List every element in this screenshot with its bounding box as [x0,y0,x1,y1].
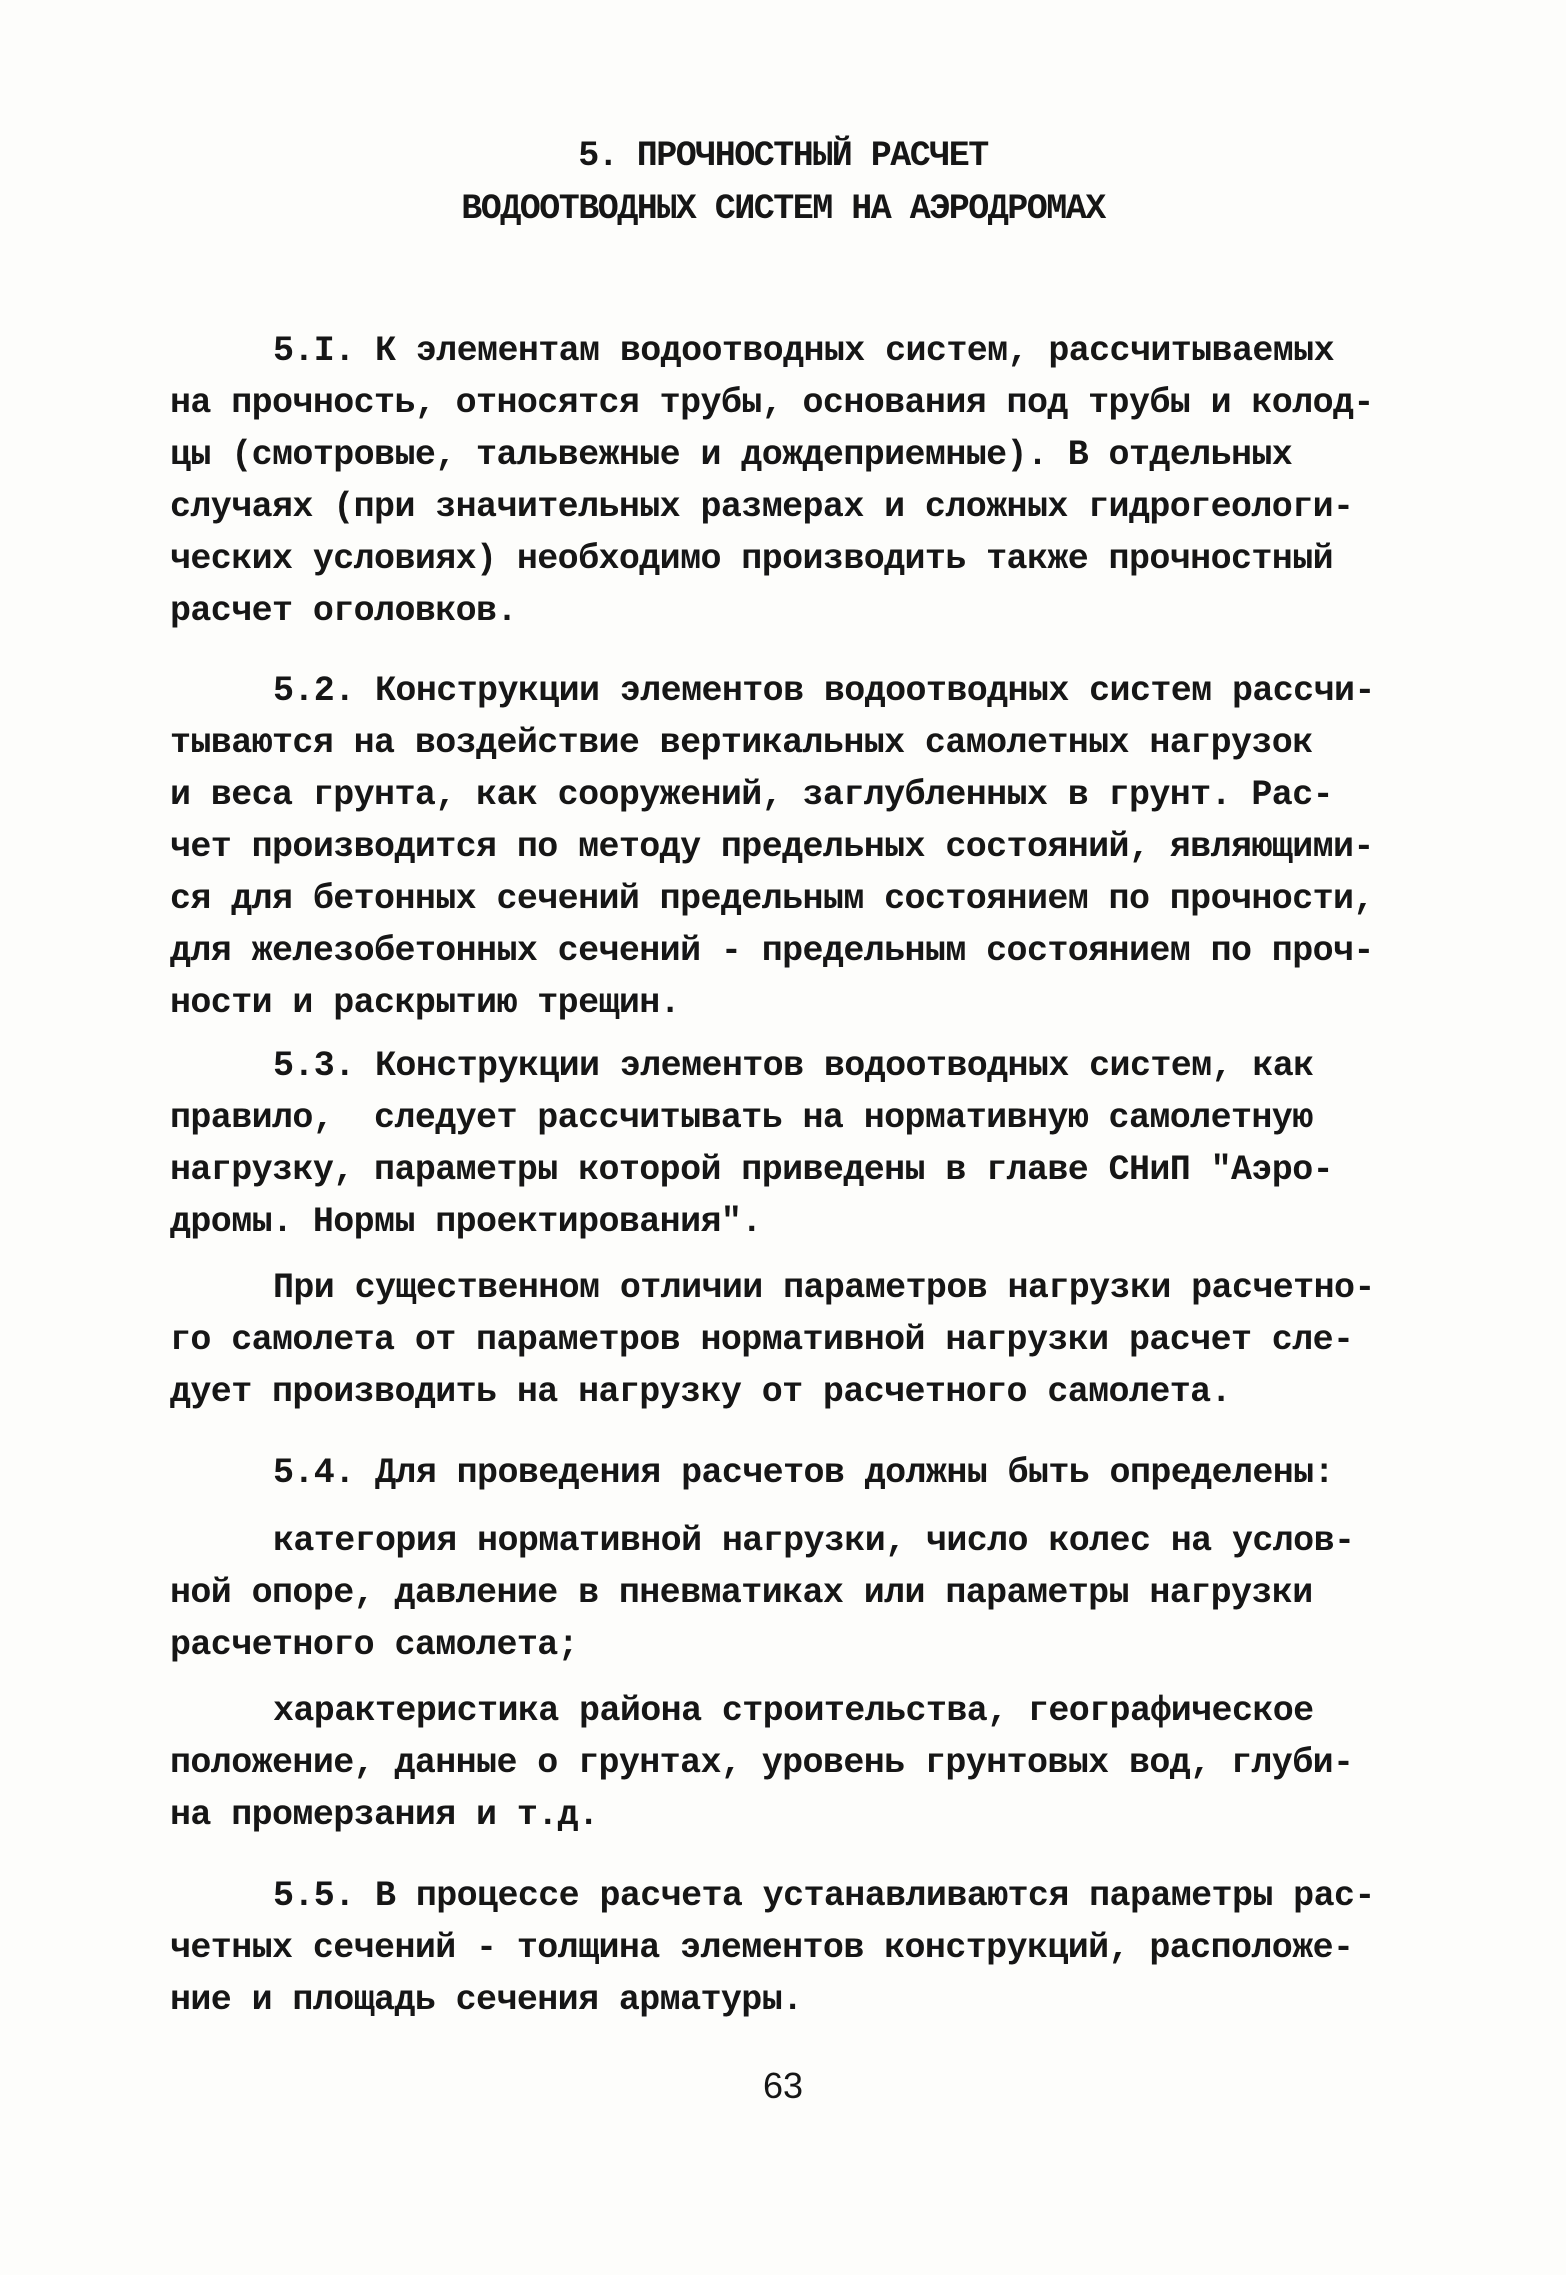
paragraph-5-3-cont-line: При существенном отличии параметров нагрузки расчетно- [273,1268,1375,1308]
paragraph-5-4-item-line: расчетного самолета; [170,1625,579,1665]
paragraph-5-2-line: для железобетонных сечений - предельным состоянием по проч- [170,931,1374,971]
section-title-line-2: ВОДООТВОДНЫХ СИСТЕМ НА АЭРОДРОМАХ [461,189,1105,229]
paragraph-5-2-line: тываются на воздействие вертикальных самолетных нагрузок [170,723,1313,763]
paragraph-5-2-line: и веса грунта, как сооружений, заглубленных в грунт. Рас- [170,775,1333,815]
paragraph-5-3-line: 5.3. Конструкции элементов водоотводных систем, как [273,1046,1314,1086]
section-title-line-1: 5. ПРОЧНОСТНЫЙ РАСЧЕТ [578,136,988,176]
paragraph-5-2-line: чет производится по методу предельных состояний, являющими- [170,827,1374,867]
paragraph-5-1-line: ческих условиях) необходимо производить также прочностный [170,539,1333,579]
paragraph-5-1-line: расчет оголовков. [170,591,517,631]
page-number: 63 [762,2065,804,2106]
paragraph-5-4-item-line: на промерзания и т.д. [170,1795,599,1835]
paragraph-5-5-line: 5.5. В процессе расчета устанавливаются параметры рас- [273,1876,1375,1916]
paragraph-5-3-cont-line: дует производить на нагрузку от расчетного самолета. [170,1372,1231,1412]
paragraph-5-4-item-line: ной опоре, давление в пневматиках или параметры нагрузки [170,1573,1313,1613]
paragraph-5-3-line: дромы. Нормы проектирования". [170,1202,762,1242]
paragraph-5-4-item-line: категория нормативной нагрузки, число колес на услов- [273,1521,1355,1561]
paragraph-5-4-line: 5.4. Для проведения расчетов должны быть определены: [273,1453,1334,1493]
paragraph-5-3-line: правило, следует рассчитывать на нормативную самолетную [170,1098,1313,1138]
paragraph-5-1-line: на прочность, относятся трубы, основания под трубы и колод- [170,383,1374,423]
paragraph-5-1-line: случаях (при значительных размерах и сложных гидрогеологи- [170,487,1354,527]
paragraph-5-3-cont-line: го самолета от параметров нормативной нагрузки расчет сле- [170,1320,1354,1360]
paragraph-5-5-line: четных сечений - толщина элементов конструкций, расположе- [170,1928,1354,1968]
paragraph-5-4-item-line: характеристика района строительства, географическое [273,1691,1314,1731]
paragraph-5-2-line: ся для бетонных сечений предельным состоянием по прочности, [170,879,1374,919]
paragraph-5-4-item-line: положение, данные о грунтах, уровень грунтовых вод, глуби- [170,1743,1354,1783]
paragraph-5-2-line: ности и раскрытию трещин. [170,983,681,1023]
paragraph-5-3-line: нагрузку, параметры которой приведены в главе СНиП "Аэро- [170,1150,1333,1190]
paragraph-5-1-line: цы (смотровые, тальвежные и дождеприемные). В отдельных [170,435,1293,475]
paragraph-5-1-line: 5.I. К элементам водоотводных систем, рассчитываемых [273,331,1334,371]
paragraph-5-2-line: 5.2. Конструкции элементов водоотводных систем рассчи- [273,671,1375,711]
paragraph-5-5-line: ние и площадь сечения арматуры. [170,1980,803,2020]
